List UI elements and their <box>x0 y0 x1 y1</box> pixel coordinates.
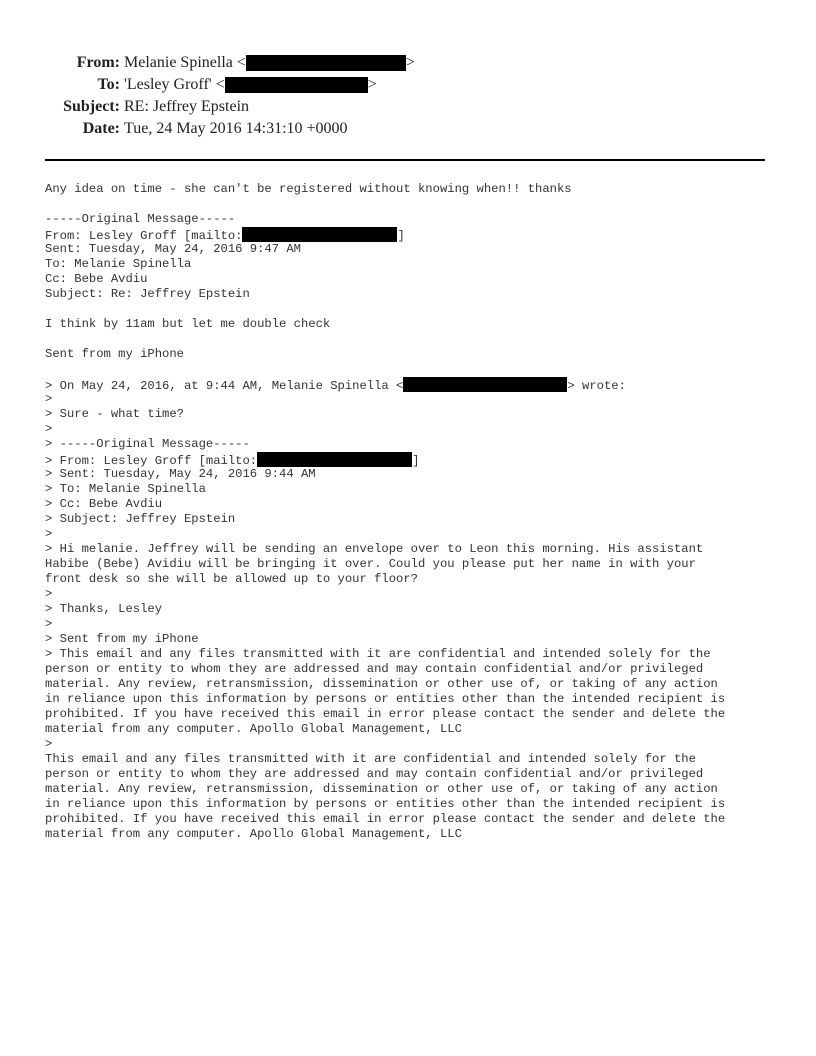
body-line: > Subject: Jeffrey Epstein <box>45 512 236 526</box>
body-line: front desk so she will be allowed up to your floor? <box>45 572 418 586</box>
body-line: > To: Melanie Spinella <box>45 482 206 496</box>
body-line: > This email and any files transmitted with it are confidential and intended solely for the <box>45 647 711 661</box>
body-line: in reliance upon this information by persons or entities other than the intended recipient is <box>45 692 726 706</box>
body-line: material. Any review, retransmission, dissemination or other use of, or taking of any action <box>45 677 718 691</box>
body-line: prohibited. If you have received this email in error please contact the sender and delete the <box>45 812 726 826</box>
redaction-bar <box>225 77 368 93</box>
header-divider <box>45 159 765 161</box>
body-line: > Thanks, Lesley <box>45 602 163 616</box>
body-line: > <box>45 422 53 436</box>
body-line: This email and any files transmitted with it are confidential and intended solely for the <box>45 752 696 766</box>
body-line: person or entity to whom they are addressed and may contain confidential and/or privileged <box>45 662 704 676</box>
redaction-bar <box>257 452 412 467</box>
body-line: > Sent: Tuesday, May 24, 2016 9:44 AM <box>45 467 316 481</box>
to-name: 'Lesley Groff' <box>124 76 212 93</box>
body-line: Sent from my iPhone <box>45 347 184 361</box>
subject-label: Subject: <box>63 98 120 115</box>
date-row <box>0 118 816 140</box>
body-line: > Cc: Bebe Avdiu <box>45 497 163 511</box>
body-line: From: Lesley Groff [mailto: ] <box>45 229 405 243</box>
to-value: 'Lesley Groff' < > <box>124 76 377 93</box>
from-name: Melanie Spinella <box>124 54 233 71</box>
body-line: prohibited. If you have received this email in error please contact the sender and delete the <box>45 707 726 721</box>
redaction-bar <box>246 55 406 71</box>
message-body <box>45 182 775 842</box>
from-row <box>0 52 816 74</box>
body-line: material from any computer. Apollo Global Management, LLC <box>45 722 462 736</box>
body-line: -----Original Message----- <box>45 212 236 226</box>
body-line: > On May 24, 2016, at 9:44 AM, Melanie Spinella < > wrote: <box>45 379 626 393</box>
body-line: I think by 11am but let me double check <box>45 317 331 331</box>
body-line: Habibe (Bebe) Avidiu will be bringing it over. Could you please put her name in with your <box>45 557 696 571</box>
body-line: Sent: Tuesday, May 24, 2016 9:47 AM <box>45 242 301 256</box>
body-line: > <box>45 617 53 631</box>
to-row <box>0 74 816 96</box>
from-value: Melanie Spinella < > <box>124 54 415 71</box>
body-line: Cc: Bebe Avdiu <box>45 272 148 286</box>
body-line: person or entity to whom they are addressed and may contain confidential and/or privileged <box>45 767 704 781</box>
redaction-bar <box>403 377 567 392</box>
to-label: To: <box>97 76 120 93</box>
body-line: Subject: Re: Jeffrey Epstein <box>45 287 250 301</box>
body-line: > Sure - what time? <box>45 407 184 421</box>
body-line: in reliance upon this information by persons or entities other than the intended recipient is <box>45 797 726 811</box>
body-line: material. Any review, retransmission, dissemination or other use of, or taking of any action <box>45 782 718 796</box>
body-line: material from any computer. Apollo Global Management, LLC <box>45 827 462 841</box>
date-label: Date: <box>82 120 120 137</box>
body-line: Any idea on time - she can't be registered without knowing when!! thanks <box>45 182 572 196</box>
body-line: > <box>45 392 53 406</box>
date-value: Tue, 24 May 2016 14:31:10 +0000 <box>124 120 348 137</box>
redaction-bar <box>242 227 397 242</box>
subject-row <box>0 96 816 118</box>
body-line: > <box>45 587 53 601</box>
subject-value: RE: Jeffrey Epstein <box>124 98 250 115</box>
body-line: To: Melanie Spinella <box>45 257 192 271</box>
body-line: > -----Original Message----- <box>45 437 250 451</box>
body-line: > From: Lesley Groff [mailto: ] <box>45 454 420 468</box>
from-label: From: <box>76 54 120 71</box>
body-line: > Hi melanie. Jeffrey will be sending an envelope over to Leon this morning. His assistant <box>45 542 704 556</box>
body-line: > <box>45 527 53 541</box>
body-line: > <box>45 737 53 751</box>
body-line: > Sent from my iPhone <box>45 632 199 646</box>
